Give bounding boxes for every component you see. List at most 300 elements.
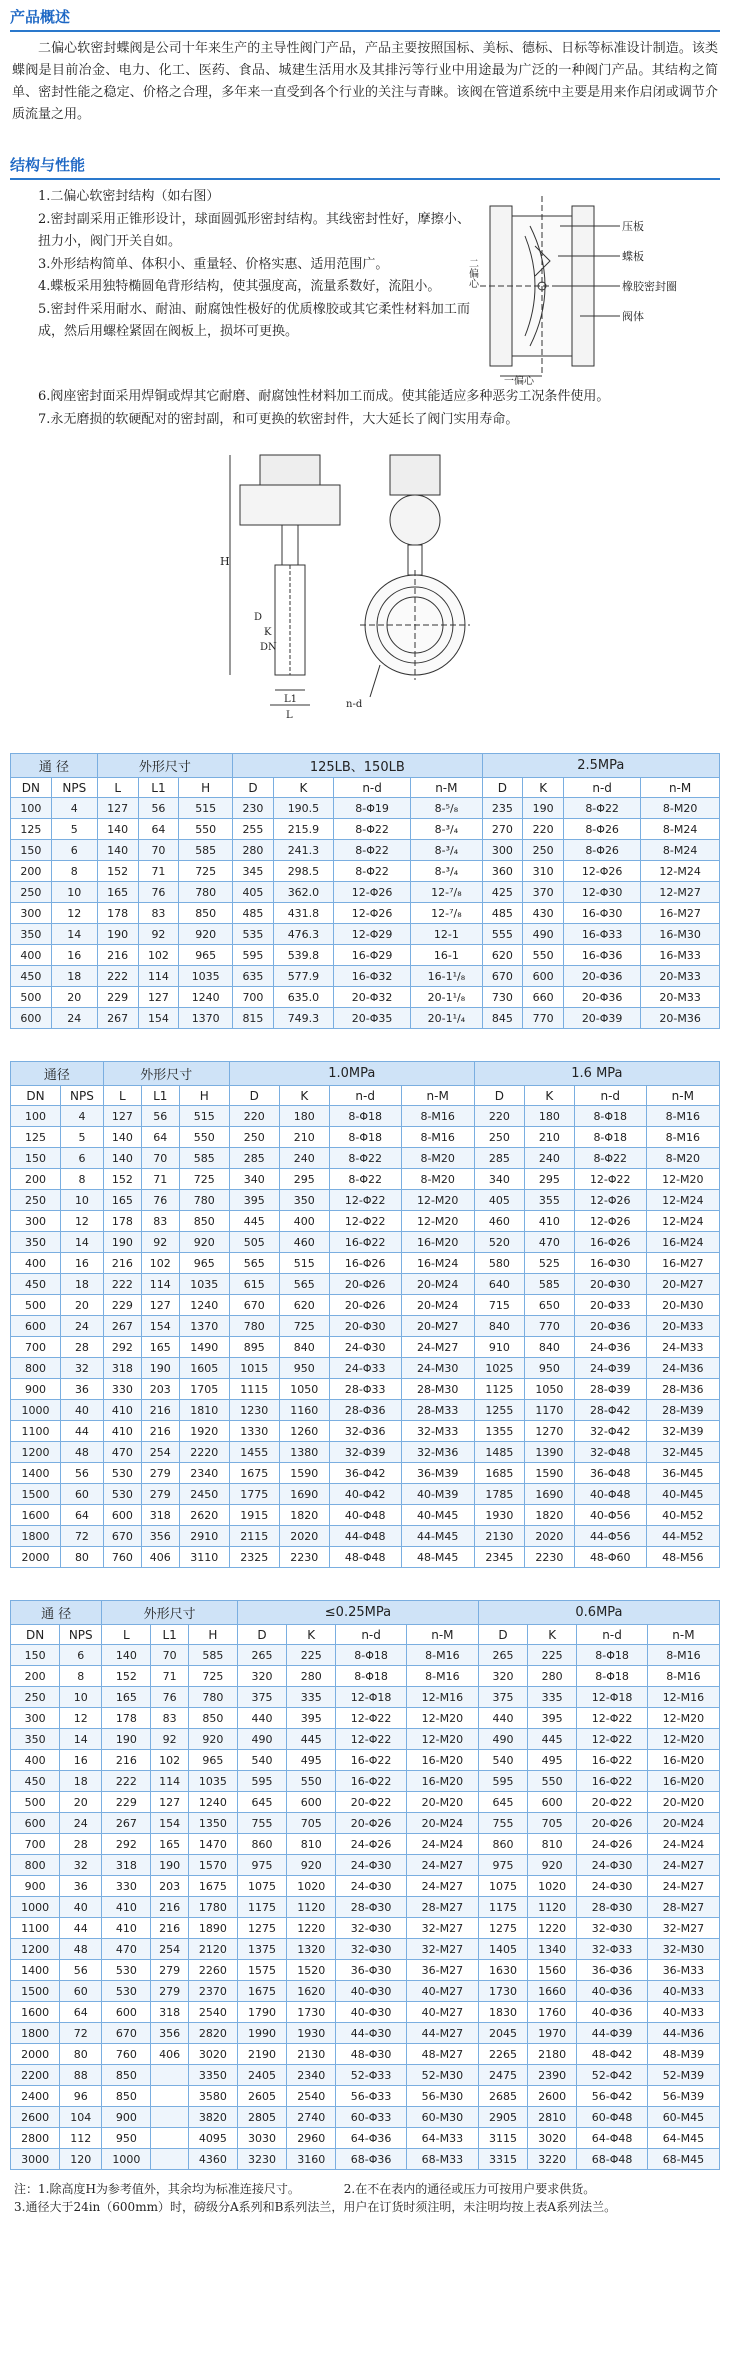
column-header: K [287,1625,336,1645]
table-cell: 1000 [11,1400,61,1421]
table-cell: 48-Φ42 [577,2044,648,2065]
table-cell: 40-Φ56 [574,1505,646,1526]
table-cell: 125 [11,819,52,840]
table-cell: 20-M33 [641,987,720,1008]
table-cell: 70 [151,1645,188,1666]
table-cell: 229 [102,1792,151,1813]
table-cell: 1200 [11,1939,60,1960]
table-cell: 12-M24 [646,1211,719,1232]
table-cell: 36-M45 [646,1463,719,1484]
table-row [11,2044,720,2065]
table-cell: 44 [61,1421,104,1442]
table-cell: 1790 [237,2002,286,2023]
table-cell: 780 [229,1316,279,1337]
table-cell: 230 [233,798,274,819]
structure-point-4: 4.蝶板采用独特椭圆龟背形结构，使其强度高，流量系数好，流阻小。 [38,279,441,294]
table-cell: 8-³/₄ [411,840,482,861]
table-cell: 1115 [229,1379,279,1400]
table-cell: 5 [61,1127,104,1148]
table-cell: 1600 [11,2002,60,2023]
table-cell: 1930 [287,2023,336,2044]
table-cell: 340 [229,1169,279,1190]
table-cell: 1485 [474,1442,524,1463]
table-cell: 1035 [188,1771,237,1792]
table-cell: 18 [60,1771,102,1792]
table-cell: 28-M30 [401,1379,474,1400]
table-cell: 8-Φ22 [334,840,411,861]
table-cell: 12-Φ26 [564,861,641,882]
table-cell: 705 [287,1813,336,1834]
table-cell: 755 [478,1813,527,1834]
table-row [11,1211,720,1232]
table-cell: 4360 [188,2149,237,2170]
table-cell: 1000 [11,1897,60,1918]
table-cell: 40-Φ36 [577,1981,648,2002]
table-cell: 24-M24 [406,1834,478,1855]
column-header: DN [11,1086,61,1106]
table-cell: 800 [11,1855,60,1876]
table-cell: 6 [61,1148,104,1169]
table-cell: 83 [138,903,179,924]
table-cell: 18 [61,1274,104,1295]
table-cell: 318 [102,1855,151,1876]
table-cell: 190 [151,1855,188,1876]
table-cell: 12-⁷/₈ [411,903,482,924]
table-cell: 1930 [474,1505,524,1526]
table-row [11,1484,720,1505]
table-cell: 165 [102,1687,151,1708]
table-row [11,1274,720,1295]
table-cell: 16-Φ22 [336,1750,407,1771]
table-cell: 36-M33 [647,1960,719,1981]
overview-title: 产品概述 [10,8,71,26]
table-cell: 1780 [188,1897,237,1918]
table-cell: 20-Φ26 [336,1813,407,1834]
table-cell: 3820 [188,2107,237,2128]
table-cell: 410 [103,1400,141,1421]
table-cell: 1560 [528,1960,577,1981]
table-cell: 1050 [279,1379,329,1400]
table-cell: 72 [60,2023,102,2044]
structure-point-5: 5.密封件采用耐水、耐油、耐腐蚀性极好的优质橡胶或其它柔性材料加工而成，然后用螺栓紧固在阀板上，损坏可更换。 [38,301,470,339]
table-cell: 670 [229,1295,279,1316]
table-cell: 2740 [287,2107,336,2128]
table-row [11,1792,720,1813]
table-cell: 725 [188,1666,237,1687]
table-cell: 40-M33 [647,1981,719,2002]
column-header: n-d [329,1086,401,1106]
table-cell: 12-Φ30 [564,882,641,903]
table-cell: 900 [11,1876,60,1897]
table-cell: 20-Φ36 [564,987,641,1008]
table-cell: 24-M24 [647,1834,719,1855]
table-cell: 20-M20 [647,1792,719,1813]
table-cell: 1810 [179,1400,229,1421]
table-cell: 48-M56 [646,1547,719,1568]
table-cell: 28-Φ33 [329,1379,401,1400]
valve-drawing-svg [220,435,520,745]
table-row [11,2065,720,2086]
table-cell: 760 [103,1547,141,1568]
table-row [11,1687,720,1708]
table-cell: 178 [102,1708,151,1729]
table-cell: 267 [102,1813,151,1834]
table-cell: 48-Φ48 [329,1547,401,1568]
table-cell: 24-M27 [406,1855,478,1876]
table-row [11,1190,720,1211]
table-cell [151,2107,188,2128]
table-cell: 10 [51,882,97,903]
table-cell: 375 [478,1687,527,1708]
table-cell: 2120 [188,1939,237,1960]
table-cell: 92 [141,1232,179,1253]
table-cell: 16-M20 [401,1232,474,1253]
table-cell: 18 [51,966,97,987]
label-rubber-seal: 橡胶密封圈 [622,280,677,293]
table-cell: 950 [524,1358,574,1379]
table-cell: 20-M27 [646,1274,719,1295]
table-cell: 8-Φ22 [329,1169,401,1190]
table-cell: 71 [141,1169,179,1190]
table-cell: 295 [524,1169,574,1190]
table-row [11,1232,720,1253]
table-cell: 16-Φ22 [329,1232,401,1253]
table-cell: 292 [103,1337,141,1358]
table-cell: 375 [237,1687,286,1708]
table-row [11,903,720,924]
table-cell: 8-Φ22 [564,798,641,819]
table-cell: 920 [179,1232,229,1253]
table-cell: 68-M45 [647,2149,719,2170]
table-cell: 850 [102,2065,151,2086]
table-cell: 2540 [287,2086,336,2107]
table-cell: 1035 [179,1274,229,1295]
table-cell: 600 [11,1008,52,1029]
table-cell: 102 [141,1253,179,1274]
table-cell: 216 [97,945,138,966]
table-cell: 8 [51,861,97,882]
table-cell: 600 [287,1792,336,1813]
table-cell: 850 [179,903,233,924]
table-cell: 1775 [229,1484,279,1505]
table-cell: 40-Φ48 [574,1484,646,1505]
table-cell: 250 [11,1190,61,1211]
table-cell: 40-Φ30 [336,1981,407,2002]
table-cell: 152 [97,861,138,882]
table-cell: 20 [61,1295,104,1316]
table-cell: 285 [229,1148,279,1169]
header-dims: 外形尺寸 [103,1062,229,1086]
table-cell: 1820 [524,1505,574,1526]
table-cell: 12-M16 [647,1687,719,1708]
table-cell: 525 [524,1253,574,1274]
table-cell: 2540 [188,2002,237,2023]
table-cell: 1990 [237,2023,286,2044]
table-row [11,1337,720,1358]
table-cell: 68-M33 [406,2149,478,2170]
table-cell: 430 [523,903,564,924]
table-cell: 12-Φ22 [336,1708,407,1729]
table-cell: 40-Φ30 [336,2002,407,2023]
table-cell: 60 [61,1484,104,1505]
table-cell: 16-M20 [406,1771,478,1792]
table-cell: 2600 [528,2086,577,2107]
table-cell: 24-Φ30 [336,1876,407,1897]
table-cell: 920 [528,1855,577,1876]
table-cell: 2390 [528,2065,577,2086]
column-header: n-M [411,778,482,798]
table-cell: 140 [103,1127,141,1148]
column-header: n-M [406,1625,478,1645]
table-cell: 660 [523,987,564,1008]
column-header: n-d [336,1625,407,1645]
structure-section [10,186,720,386]
table-cell: 150 [11,840,52,861]
table-cell: 360 [482,861,523,882]
table-cell: 1920 [179,1421,229,1442]
table-cell: 550 [528,1771,577,1792]
table-cell: 1915 [229,1505,279,1526]
table-cell: 16-M24 [401,1253,474,1274]
table-cell: 200 [11,1169,61,1190]
table-cell: 620 [279,1295,329,1316]
table-cell: 71 [138,861,179,882]
table-cell: 28-M27 [647,1897,719,1918]
column-header: H [188,1625,237,1645]
table-cell: 1160 [279,1400,329,1421]
table-cell: 28-M39 [646,1400,719,1421]
table-row [11,2023,720,2044]
table-cell: 76 [138,882,179,903]
table-cell: 2600 [11,2107,60,2128]
table-cell: 20-M36 [641,1008,720,1029]
table-cell: 705 [528,1813,577,1834]
table-cell: 52-Φ33 [336,2065,407,2086]
table-cell: 64 [141,1127,179,1148]
column-header: D [478,1625,527,1645]
table-cell: 24-M30 [401,1358,474,1379]
table-cell: 32-Φ30 [336,1918,407,1939]
table-cell: 8-M16 [406,1645,478,1666]
table-cell: 300 [11,1211,61,1232]
table-cell: 190 [141,1358,179,1379]
table-cell: 250 [229,1127,279,1148]
table-cell: 32-Φ48 [574,1442,646,1463]
table-cell: 405 [233,882,274,903]
table-cell: 425 [482,882,523,903]
table-cell: 2800 [11,2128,60,2149]
table-cell: 28-Φ36 [329,1400,401,1421]
table-cell: 345 [233,861,274,882]
table-cell: 515 [179,798,233,819]
column-header: K [273,778,333,798]
table-cell: 3220 [528,2149,577,2170]
table-cell: 83 [151,1708,188,1729]
table-cell: 64-M45 [647,2128,719,2149]
table-cell: 8-M20 [646,1148,719,1169]
table-cell: 140 [97,840,138,861]
label-press-plate: 压板 [622,220,644,233]
table-cell: 520 [474,1232,524,1253]
table-cell: 715 [474,1295,524,1316]
table-cell: 100 [11,798,52,819]
table-cell: 2405 [237,2065,286,2086]
table-cell: 2115 [229,1526,279,1547]
table-row [11,1442,720,1463]
table-cell: 250 [11,1687,60,1708]
table-cell: 8-Φ26 [564,840,641,861]
column-header: n-d [574,1086,646,1106]
table-cell: 114 [141,1274,179,1295]
table-cell: 40-Φ42 [329,1484,401,1505]
header-group1: 1.0MPa [229,1062,474,1086]
table-cell: 203 [151,1876,188,1897]
table-row [11,1645,720,1666]
table-cell: 24-Φ30 [577,1855,648,1876]
table-cell: 222 [102,1771,151,1792]
table-cell: 40-M27 [406,1981,478,2002]
table-cell: 165 [141,1337,179,1358]
table-cell: 32-M33 [401,1421,474,1442]
table-cell: 1500 [11,1981,60,2002]
table-cell: 100 [11,1106,61,1127]
table-cell: 40-M52 [646,1505,719,1526]
table-cell: 280 [287,1666,336,1687]
table-row [11,1505,720,1526]
table-cell: 24-Φ26 [336,1834,407,1855]
dim-h: H [220,555,230,568]
table-cell: 235 [482,798,523,819]
table-cell: 1340 [528,1939,577,1960]
table-row [11,2128,720,2149]
table-cell: 16-Φ36 [564,945,641,966]
table-cell: 975 [478,1855,527,1876]
table-row [11,1834,720,1855]
table-cell: 1000 [102,2149,151,2170]
table-cell: 20-Φ26 [577,1813,648,1834]
table-row [11,1169,720,1190]
table-cell: 36-Φ30 [336,1960,407,1981]
table-cell: 845 [482,1008,523,1029]
table-cell: 48 [61,1442,104,1463]
table-cell: 16-Φ30 [574,1253,646,1274]
table-cell: 1600 [11,1505,61,1526]
table-cell: 32-M36 [401,1442,474,1463]
table-row [11,1708,720,1729]
table-cell: 56 [138,798,179,819]
table-cell: 600 [103,1505,141,1526]
table-cell: 222 [103,1274,141,1295]
table-cell: 154 [141,1316,179,1337]
column-header: n-d [334,778,411,798]
table-cell: 1470 [188,1834,237,1855]
column-header: n-M [646,1086,719,1106]
table-cell: 32-M45 [646,1442,719,1463]
table-row [11,1526,720,1547]
table-cell: 356 [141,1526,179,1547]
table-cell: 650 [524,1295,574,1316]
table-cell: 965 [179,945,233,966]
table-cell: 1970 [528,2023,577,2044]
table-cell: 2820 [188,2023,237,2044]
table-cell: 8-M24 [641,819,720,840]
table-cell: 16-Φ32 [334,966,411,987]
table-cell: 12-M20 [401,1190,474,1211]
table-cell: 20 [60,1792,102,1813]
table-cell: 1330 [229,1421,279,1442]
table-cell: 24 [60,1813,102,1834]
table-cell: 850 [188,1708,237,1729]
table-cell: 12-Φ22 [329,1211,401,1232]
table-cell: 410 [102,1897,151,1918]
table-cell: 10 [60,1687,102,1708]
table-cell: 241.3 [273,840,333,861]
table-cell: 70 [138,840,179,861]
table-cell: 96 [60,2086,102,2107]
table-cell: 250 [474,1127,524,1148]
table-cell: 200 [11,1666,60,1687]
table-cell: 400 [11,1253,61,1274]
table-row [11,1463,720,1484]
table-cell: 770 [523,1008,564,1029]
table-cell: 395 [287,1708,336,1729]
table-cell: 8-M20 [641,798,720,819]
table-cell: 56-M39 [647,2086,719,2107]
table-cell: 83 [141,1211,179,1232]
table-row [11,1253,720,1274]
table-cell: 32-Φ42 [574,1421,646,1442]
column-header: L [102,1625,151,1645]
table-row [11,1127,720,1148]
table-cell: 40-M33 [647,2002,719,2023]
table-cell: 700 [233,987,274,1008]
column-header: K [523,778,564,798]
structure-title: 结构与性能 [10,156,86,174]
table-cell: 1100 [11,1918,60,1939]
table-cell: 8-Φ18 [336,1666,407,1687]
table-cell: 515 [279,1253,329,1274]
table-cell: 20-Φ36 [564,966,641,987]
table-cell: 24-Φ30 [329,1337,401,1358]
table-cell: 32 [60,1855,102,1876]
table-cell: 40-Φ48 [329,1505,401,1526]
table-cell: 2450 [179,1484,229,1505]
table-cell: 140 [102,1645,151,1666]
table-cell: 20-Φ30 [329,1316,401,1337]
table-cell: 1370 [179,1316,229,1337]
table-row [11,1918,720,1939]
table-cell: 395 [229,1190,279,1211]
table-cell: 595 [237,1771,286,1792]
table-cell: 1660 [528,1981,577,2002]
table-cell: 4 [51,798,97,819]
table-cell: 1035 [179,966,233,987]
table-cell: 2265 [478,2044,527,2065]
table-cell: 56 [141,1106,179,1127]
table-cell: 48-Φ30 [336,2044,407,2065]
table-cell: 355 [524,1190,574,1211]
table-cell: 335 [528,1687,577,1708]
table-cell: 32-M39 [646,1421,719,1442]
table-cell: 12 [61,1211,104,1232]
table-cell: 485 [233,903,274,924]
table-cell: 12-M24 [641,861,720,882]
table-cell: 32-M27 [647,1918,719,1939]
table-cell: 410 [102,1918,151,1939]
table-cell: 127 [97,798,138,819]
table-cell: 48-M39 [647,2044,719,2065]
table-cell: 840 [474,1316,524,1337]
